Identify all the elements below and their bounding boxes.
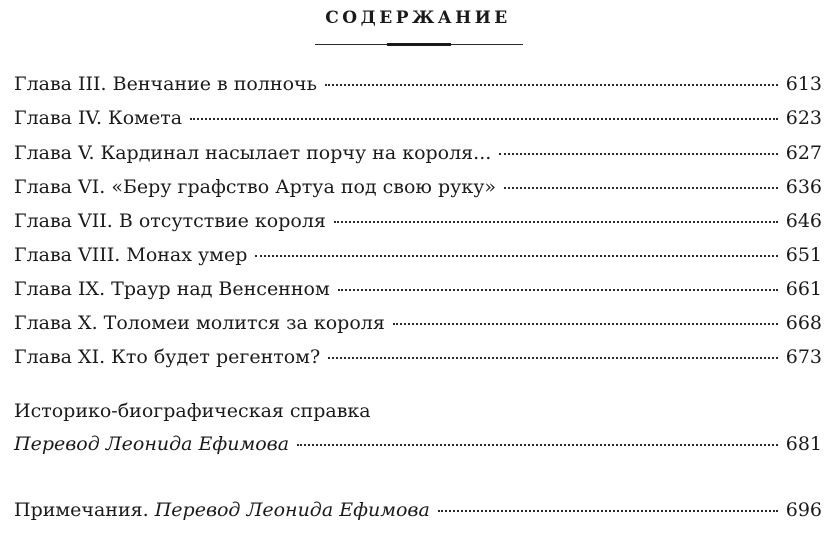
toc-entry-chapter-3[interactable] <box>14 68 822 100</box>
divider-thick-line <box>387 43 451 46</box>
toc-entry-label: Глава VII. В отсутствие короля <box>14 210 326 232</box>
leader-dots <box>328 356 778 359</box>
toc-entry-page: 661 <box>785 278 822 300</box>
toc-entry-page: 646 <box>785 210 822 232</box>
toc-entry-page: 668 <box>785 312 822 334</box>
toc-entry-page: 636 <box>785 176 822 198</box>
toc-entry-chapter-5[interactable] <box>14 137 822 169</box>
leader-dots <box>334 220 778 223</box>
leader-dots <box>504 186 778 189</box>
toc-entry-page: 651 <box>785 244 822 266</box>
toc-entry-page: 627 <box>785 142 822 164</box>
toc-entry-notes[interactable] <box>14 494 822 526</box>
leader-dots <box>255 254 777 257</box>
toc-entry-label: Глава VI. «Беру графство Артуа под свою руку» <box>14 176 497 198</box>
toc-entry-translator: Перевод Леонида Ефимова <box>14 433 290 455</box>
toc-entry-label: Глава III. Венчание в полночь <box>14 73 317 95</box>
toc-entry-page: 681 <box>785 433 822 455</box>
leader-dots <box>338 288 778 291</box>
leader-dots <box>297 443 778 446</box>
toc-entry-label: Глава XI. Кто будет регентом? <box>14 346 321 368</box>
toc-entry-chapter-6[interactable] <box>14 171 822 203</box>
toc-entry-page: 623 <box>785 107 822 129</box>
toc-entry-page: 613 <box>785 73 822 95</box>
toc-entry-chapter-4[interactable] <box>14 102 822 134</box>
toc-entry-label <box>14 494 430 526</box>
toc-entry-chapter-7[interactable] <box>14 205 822 237</box>
toc-entry-label: Глава X. Толомеи молится за короля <box>14 312 385 334</box>
leader-dots <box>190 117 778 120</box>
toc-entry-label: Глава IV. Комета <box>14 107 183 129</box>
title-divider <box>315 43 523 46</box>
toc-entry-label: Глава V. Кардинал насылает порчу на короля... <box>14 142 492 164</box>
toc-entry-page: 696 <box>785 499 822 521</box>
toc-entry-page: 673 <box>785 346 822 368</box>
toc-entry-chapter-9[interactable] <box>14 273 822 305</box>
notes-title: Примечания. <box>14 499 149 521</box>
toc-entry-chapter-10[interactable] <box>14 307 822 339</box>
toc-entry-reference[interactable] <box>14 428 822 460</box>
toc-entry-label: Глава VIII. Монах умер <box>14 244 248 266</box>
leader-dots <box>393 322 778 325</box>
toc-entry-label: Глава IX. Траур над Венсенном <box>14 278 330 300</box>
page-title: СОДЕРЖАНИЕ <box>325 8 511 28</box>
leader-dots <box>499 152 777 155</box>
leader-dots <box>438 509 778 512</box>
toc-entry-chapter-11[interactable] <box>14 341 822 373</box>
notes-translator: Перевод Леонида Ефимова <box>154 499 430 521</box>
toc-entry-chapter-8[interactable] <box>14 239 822 271</box>
toc-entry-reference-title[interactable]: Историко-биографическая справка <box>14 400 371 422</box>
leader-dots <box>325 83 778 86</box>
